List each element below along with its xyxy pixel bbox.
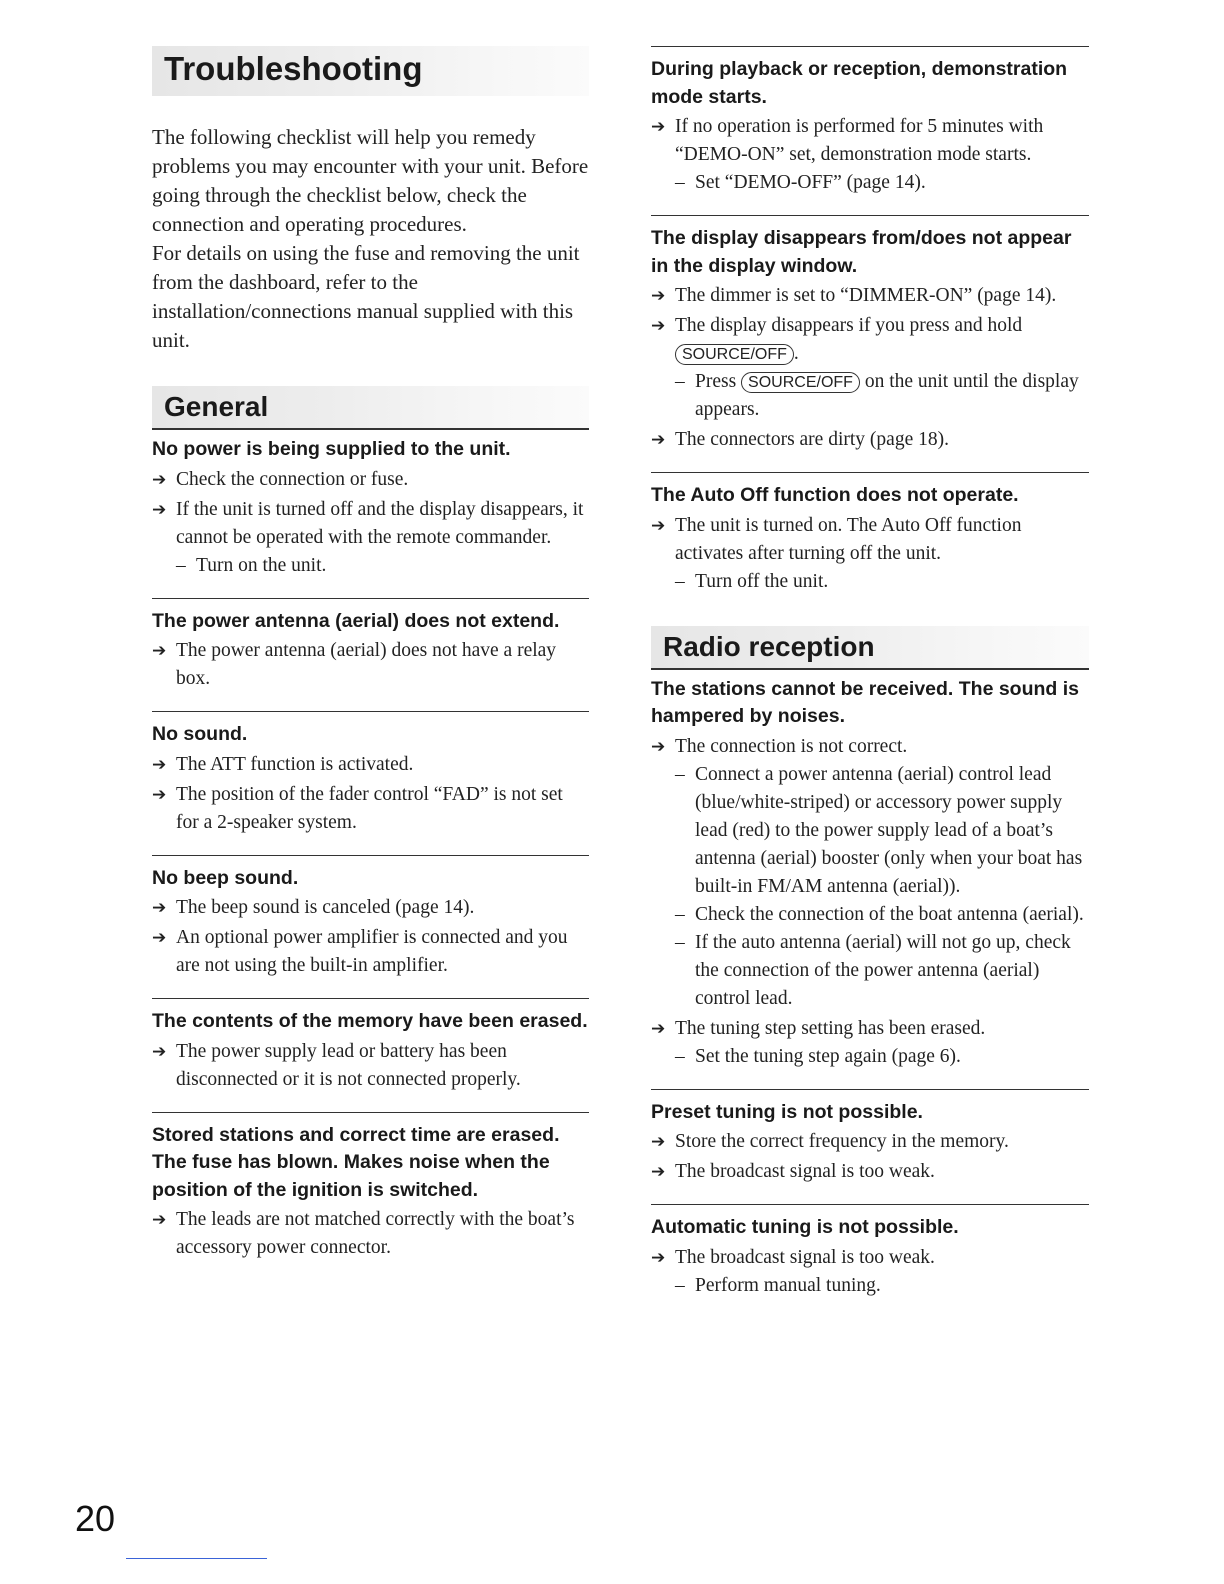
arrow-icon: ➔ [152, 898, 167, 918]
remedy: ➔ The tuning step setting has been erased. [651, 1015, 1089, 1043]
remedy-step: – Perform manual tuning. [675, 1274, 881, 1296]
remedy-step: – Set the tuning step again (page 6). [675, 1045, 961, 1067]
intro-paragraph: The following checklist will help you remedy problems you may encounter with your unit. Before going through the checklist below, check the connection and operating procedures. [152, 125, 589, 236]
troubleshoot-item [651, 46, 1089, 197]
troubleshoot-item [651, 670, 1089, 1071]
remedy: ➔ The display disappears if you press and hold SOURCE/OFF . [651, 312, 1089, 368]
problem-heading: Automatic tuning is not possible. [651, 1216, 959, 1238]
left-column [152, 0, 589, 1262]
intro-paragraph: For details on using the fuse and removing the unit from the dashboard, refer to the installation/connections manual supplied with this unit. [152, 241, 580, 352]
remedy-step: – Turn on the unit. [176, 554, 327, 576]
remedy: ➔ The unit is turned on. The Auto Off function activates after turning off the unit. [651, 512, 1089, 568]
source-off-key: SOURCE/OFF [675, 344, 794, 365]
troubleshoot-item [152, 855, 589, 981]
remedy: ➔ The broadcast signal is too weak. [651, 1244, 1089, 1272]
arrow-icon: ➔ [152, 499, 167, 520]
problem-heading: The contents of the memory have been erased. [152, 1010, 588, 1032]
remedy: ➔ The power antenna (aerial) does not have a relay box. [152, 637, 589, 693]
arrow-icon: ➔ [651, 1132, 666, 1152]
troubleshoot-item [152, 598, 589, 694]
footer-rule [126, 1558, 267, 1559]
remedy-step: – Set “DEMO-OFF” (page 14). [675, 172, 926, 193]
arrow-icon: ➔ [651, 1247, 666, 1268]
page-title: Troubleshooting [164, 50, 423, 87]
problem-heading: No beep sound. [152, 866, 299, 889]
problem-heading: No power is being supplied to the unit. [152, 438, 511, 460]
problem-heading: Preset tuning is not possible. [651, 1100, 923, 1123]
source-off-key: SOURCE/OFF [741, 372, 860, 393]
problem-heading: The power antenna (aerial) does not extend. [152, 609, 560, 632]
arrow-icon: ➔ [651, 286, 666, 306]
remedy: ➔ An optional power amplifier is connected and you are not using the built-in amplifier. [152, 924, 589, 980]
arrow-icon: ➔ [651, 430, 666, 450]
problem-heading: Stored stations and correct time are erased. The fuse has blown. Makes noise when the position of the ignition is switched. [152, 1123, 560, 1201]
troubleshoot-item [152, 430, 589, 580]
remedy: ➔ The dimmer is set to “DIMMER-ON” (page 14). [651, 282, 1089, 310]
remedy: ➔ If the unit is turned off and the display disappears, it cannot be operated with the remote commander. [152, 496, 589, 552]
remedy: ➔ Check the connection or fuse. [152, 466, 589, 494]
remedy: ➔ The position of the fader control “FAD” is not set for a 2-speaker system. [152, 781, 589, 837]
page-number: 20 [75, 1498, 116, 1539]
troubleshoot-item [651, 1089, 1089, 1187]
arrow-icon: ➔ [152, 928, 167, 948]
problem-heading: No sound. [152, 723, 248, 745]
page-title-banner [152, 46, 589, 96]
arrow-icon: ➔ [152, 754, 167, 775]
remedy-step: – Connect a power antenna (aerial) control lead (blue/white-striped) or accessory power supply lead (red) to the power supply lead of a boat’s antenna (aerial) booster (only when your boat has built-in FM/AM antenna (aerial)). [675, 763, 1083, 897]
remedy: ➔ The broadcast signal is too weak. [651, 1158, 1089, 1186]
arrow-icon: ➔ [152, 1210, 167, 1230]
troubleshoot-item [651, 1204, 1089, 1300]
section-heading-general: General [152, 386, 589, 430]
troubleshoot-item [152, 998, 589, 1094]
arrow-icon: ➔ [651, 1162, 666, 1182]
problem-heading: During playback or reception, demonstration mode starts. [651, 58, 1068, 108]
right-column [651, 0, 1089, 1300]
remedy: ➔ The power supply lead or battery has been disconnected or it is not connected properly. [152, 1038, 589, 1094]
arrow-icon: ➔ [651, 515, 666, 536]
problem-heading: The stations cannot be received. The sound is hampered by noises. [651, 677, 1080, 727]
troubleshoot-item [152, 1112, 589, 1263]
arrow-icon: ➔ [152, 641, 167, 661]
remedy: ➔ The ATT function is activated. [152, 751, 589, 779]
arrow-icon: ➔ [651, 736, 666, 757]
arrow-icon: ➔ [651, 117, 666, 137]
arrow-icon: ➔ [152, 469, 167, 490]
remedy-step: – Check the connection of the boat antenna (aerial). [675, 903, 1084, 925]
intro-block [152, 123, 589, 355]
problem-heading: The Auto Off function does not operate. [651, 484, 1019, 506]
troubleshoot-item [152, 711, 589, 837]
arrow-icon: ➔ [152, 784, 167, 805]
remedy-step: – If the auto antenna (aerial) will not go up, check the connection of the power antenna (aerial) control lead. [675, 931, 1071, 1009]
remedy: ➔ Store the correct frequency in the memory. [651, 1128, 1089, 1156]
problem-heading: The display disappears from/does not appear in the display window. [651, 227, 1072, 277]
remedy-step: – Turn off the unit. [675, 570, 829, 592]
remedy: ➔ The beep sound is canceled (page 14). [152, 894, 589, 922]
troubleshoot-item [651, 472, 1089, 596]
remedy: ➔ The connectors are dirty (page 18). [651, 426, 1089, 454]
remedy: ➔ The connection is not correct. [651, 733, 1089, 761]
remedy: ➔ If no operation is performed for 5 minutes with “DEMO-ON” set, demonstration mode starts. [651, 113, 1089, 169]
remedy-step: – Press SOURCE/OFF on the unit until the display appears. [675, 371, 1079, 420]
arrow-icon: ➔ [651, 1018, 666, 1039]
section-heading-radio-reception: Radio reception [651, 626, 1089, 670]
arrow-icon: ➔ [651, 316, 666, 336]
remedy: ➔ The leads are not matched correctly with the boat’s accessory power connector. [152, 1206, 589, 1262]
troubleshoot-item [651, 215, 1089, 454]
arrow-icon: ➔ [152, 1041, 167, 1062]
